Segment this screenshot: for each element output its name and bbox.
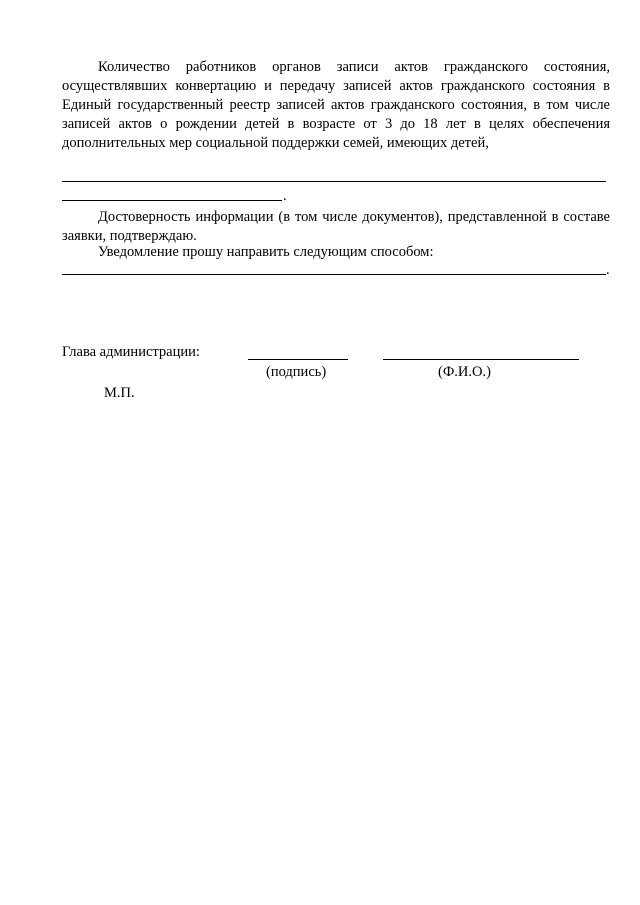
signatory-title: Глава администрации: (62, 344, 200, 360)
fill-in-line-count-1[interactable] (62, 181, 606, 182)
stamp-place-label: М.П. (104, 385, 135, 401)
fill-in-line-notification[interactable] (62, 274, 606, 275)
fill-in-line-count-2[interactable] (62, 200, 282, 201)
signature-field[interactable] (248, 359, 348, 360)
notification-method-paragraph: Уведомление прошу направить следующим способом: (98, 244, 434, 260)
full-name-caption: (Ф.И.О.) (438, 364, 491, 380)
line-end-period: . (283, 188, 287, 204)
signature-caption: (подпись) (266, 364, 327, 380)
employee-count-paragraph: Количество работников органов записи актов гражданского состояния, осуществлявших конвертацию и передачу записей актов гражданского состояния в Единый государственный реестр записей актов гражданского состояния, в том числе записей актов о рождении детей в возрасте от 3 до 18 лет в целях обеспечения дополнительных мер социальной поддержки семей, имеющих детей, (62, 59, 610, 151)
line-end-period: . (606, 262, 610, 278)
full-name-field[interactable] (383, 359, 579, 360)
reliability-confirmation-paragraph: Достоверность информации (в том числе документов), представленной в составе заявки, подтверждаю. (62, 209, 610, 244)
